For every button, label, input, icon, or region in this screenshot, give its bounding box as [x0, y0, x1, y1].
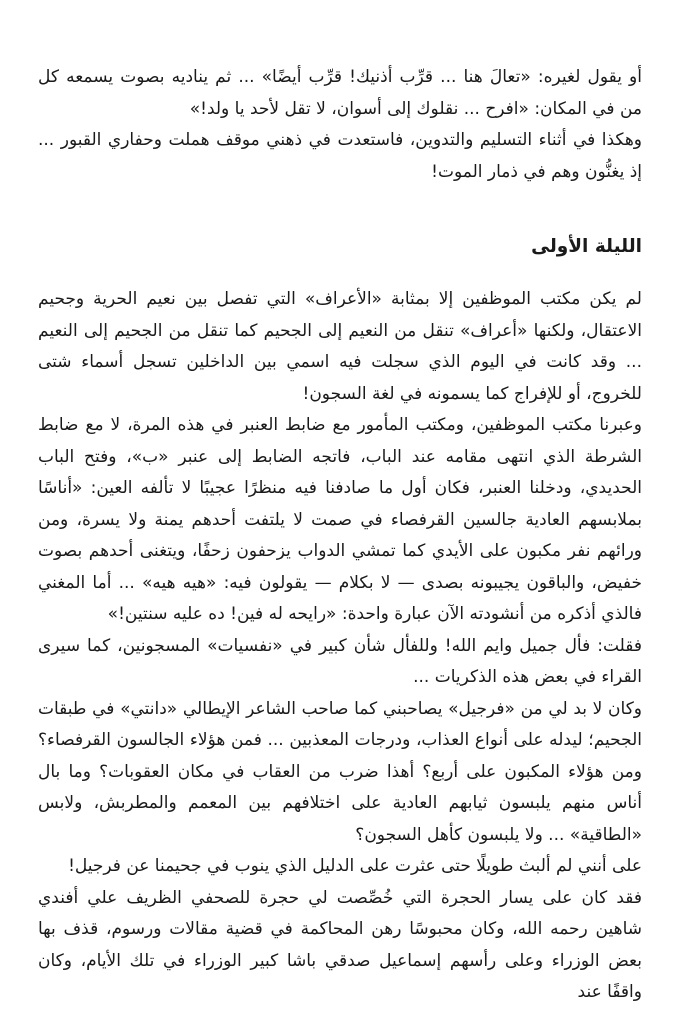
body-paragraph-6: فقد كان على يسار الحجرة التي خُصِّصت لي حجرة للصحفي الظريف علي أفندي شاهين رحمه الله، وكان محبوسًا رهن المحاكمة في قضية مقالات ورسوم، قذف بها بعض الوزراء وعلى رأسهم إسماعيل صدقي باشا كبير الوزراء في تلك الأيام، وكان واقفًا عند [38, 887, 642, 1002]
body-paragraph-2: وعبرنا مكتب الموظفين، ومكتب المأمور مع ضابط العنبر في هذه المرة، لا مع ضابط الشرطة الذي انتهى مقامه عند الباب، فاتجه الضابط إلى عنبر «ب»، وفتح الباب الحديدي، ودخلنا العنبر، فكان أول ما صادفنا فيه منظرًا عجيبًا لا تألفه العين: «أناسًا بملابسهم العادية جالسين القرفصاء في صمت لا يلتفت أحدهم يمنة ولا يسرة، ومن ورائهم نفر مكبون على الأيدي كما تمشي الدواب يزحفون زحفًا، ويتغنى أحدهم بصوت خفيض، والباقون يجيبونه بصدى — لا بكلام — يقولون فيه: «هيه هيه» ... أما المغني فالذي أذكره من أنشودته الآن عبارة واحدة: «رايحه له فين! ده عليه سنتين!» [38, 415, 642, 624]
intro-paragraph-2: وهكذا في أثناء التسليم والتدوين، فاستعدت في ذهني موقف هملت وحفاري القبور ... إذ يغنُّون وهم في ذمار الموت! [38, 130, 642, 182]
body-paragraph-1: لم يكن مكتب الموظفين إلا بمثابة «الأعراف» التي تفصل بين نعيم الحرية وجحيم الاعتقال، ولكنها «أعراف» تنقل من النعيم إلى الجحيم كما تنقل من الجحيم إلى النعيم ... وقد كانت في اليوم الذي سجلت فيه اسمي بين الداخلين تسجل أسماء شتى للخروج، أو للإفراج كما يسمونه في لغة السجون! [38, 289, 642, 404]
section-heading: الليلة الأولى [531, 236, 642, 257]
body-paragraph-4: وكان لا بد لي من «فرجيل» يصاحبني كما صاحب الشاعر الإيطالي «دانتي» في طبقات الجحيم؛ ليدله على أنواع العذاب، ودرجات المعذبين ... فمن هؤلاء الجالسون القرفصاء؟ ومن هؤلاء المكبون على أربع؟ أهذا ضرب من العقاب في مكان العقوبات؟ وما بال أناس منهم يلبسون ثيابهم العادية على اختلافهم بين المعمم والمطربش، ولابس «الطاقية» ... ولا يلبسون كأهل السجون؟ [38, 698, 642, 845]
body-paragraph-5: على أنني لم ألبث طويلًا حتى عثرت على الدليل الذي ينوب في جحيمنا عن فرجيل! [68, 856, 642, 876]
intro-paragraph-1: أو يقول لغيره: «تعالَ هنا ... قرِّب أذنيك! قرِّب أيضًا» ... ثم يناديه بصوت يسمعه كل من في المكان: «افرح ... نقلوك إلى أسوان، لا تقل لأحد يا ولد!» [38, 67, 642, 119]
body-paragraph-3: فقلت: فأل جميل وايم الله! وللفأل شأن كبير في «نفسيات» المسجونين، كما سيرى القراء في بعض هذه الذكريات ... [38, 635, 642, 687]
